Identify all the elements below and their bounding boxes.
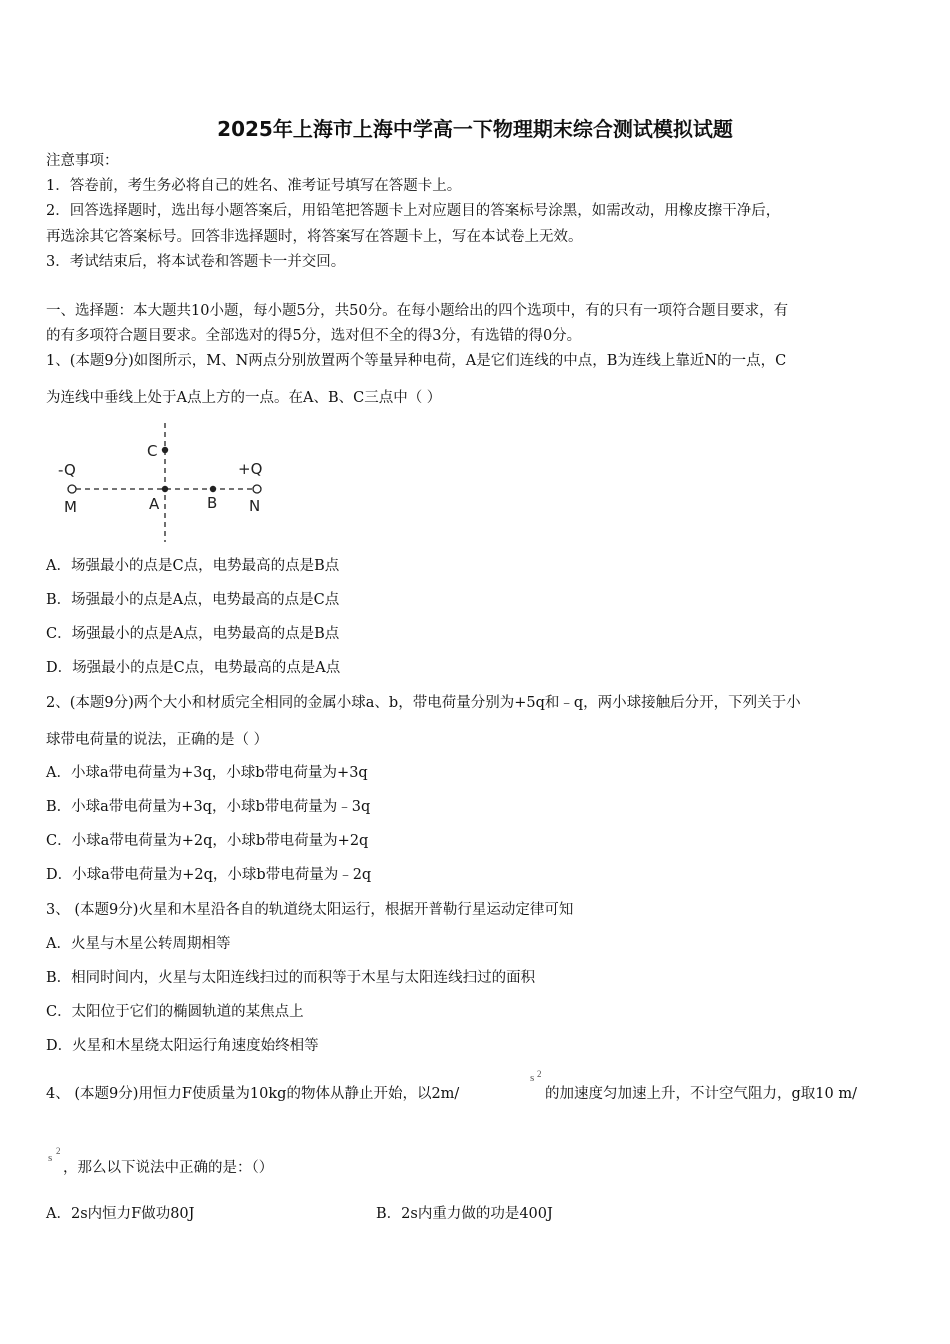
- question-1-text: 为连线中垂线上处于A点上方的一点。在A、B、C三点中（ ）: [46, 390, 442, 406]
- question-2-text: 2、(本题9分)两个大小和材质完全相同的金属小球a、b，带电荷量分别为+5q和﹣q，两小球接触后分开，下列关于小: [46, 695, 801, 711]
- option-b: B．相同时间内，火星与太阳连线扫过的而积等于木星与太阳连线扫过的面积: [46, 970, 536, 986]
- label-m: M: [64, 498, 77, 516]
- option-c: C．场强最小的点是A点，电势最高的点是B点: [46, 626, 340, 642]
- unit-s: s: [530, 1072, 535, 1084]
- option-c: C．小球a带电荷量为+2q，小球b带电荷量为+2q: [46, 833, 369, 849]
- label-c: C: [147, 442, 158, 460]
- notice-item: 再选涂其它答案标号。回答非选择题时，将答案写在答题卡上，写在本试卷上无效。: [46, 229, 583, 245]
- question-1-text: 1、(本题9分)如图所示，M、N两点分别放置两个等量异种电荷，A是它们连线的中点，B为连线上靠近N的一点，C: [46, 353, 787, 369]
- unit-s: s: [48, 1152, 53, 1164]
- option-a: A．火星与木星公转周期相等: [46, 936, 231, 952]
- option-a: A．小球a带电荷量为+3q，小球b带电荷量为+3q: [46, 765, 368, 781]
- question-3-text: 3、 (本题9分)火星和木星沿各自的轨道绕太阳运行，根据开普勒行星运动定律可知: [46, 902, 574, 918]
- notice-item: 1．答卷前，考生务必将自己的姓名、准考证号填写在答题卡上。: [46, 178, 462, 194]
- question-4-text: 的加速度匀加速上升，不计空气阻力，g取10 m/: [545, 1086, 857, 1102]
- unit-exponent: 2: [537, 1069, 542, 1079]
- question-4-text: 4、 (本题9分)用恒力F使质量为10kg的物体从静止开始，以2m/: [46, 1086, 460, 1102]
- section-instructions: 的有多项符合题目要求。全部选对的得5分，选对但不全的得3分，有选错的得0分。: [46, 328, 582, 344]
- notice-item: 3．考试结束后，将本试卷和答题卡一并交回。: [46, 254, 346, 270]
- unit-exponent: 2: [56, 1146, 61, 1156]
- notice-item: 2．回答选择题时，选出每小题答案后，用铅笔把答题卡上对应题目的答案标号涂黑，如需改动，用橡皮擦干净后，: [46, 203, 781, 219]
- point-a: [162, 486, 168, 492]
- question-4-text: ，那么以下说法中正确的是：（）: [63, 1160, 274, 1176]
- option-d: D．火星和木星绕太阳运行角速度始终相等: [46, 1038, 319, 1054]
- label-n: N: [249, 497, 261, 515]
- option-b: B．场强最小的点是A点，电势最高的点是C点: [46, 592, 340, 608]
- option-b: B．小球a带电荷量为+3q，小球b带电荷量为﹣3q: [46, 799, 371, 815]
- option-c: C．太阳位于它们的椭圆轨道的某焦点上: [46, 1004, 304, 1020]
- label-b: B: [207, 494, 218, 512]
- notice-heading: 注意事项：: [46, 153, 119, 169]
- option-a: A．2s内恒力F做功80J: [46, 1206, 195, 1222]
- option-a: A．场强最小的点是C点，电势最高的点是B点: [46, 558, 340, 574]
- label-a: A: [149, 495, 160, 513]
- question-2-text: 球带电荷量的说法，正确的是（ ）: [46, 732, 269, 748]
- point-n: [253, 485, 261, 493]
- point-c: [162, 447, 168, 453]
- charge-diagram: [50, 418, 280, 548]
- option-d: D．场强最小的点是C点，电势最高的点是A点: [46, 660, 341, 676]
- option-b: B．2s内重力做的功是400J: [376, 1206, 553, 1222]
- option-d: D．小球a带电荷量为+2q，小球b带电荷量为﹣2q: [46, 867, 372, 883]
- point-m: [68, 485, 76, 493]
- label-neg-charge: -Q: [58, 461, 76, 479]
- page-title: 2025年上海市上海中学高一下物理期末综合测试模拟试题: [217, 117, 733, 141]
- point-b: [210, 486, 216, 492]
- section-instructions: 一、选择题：本大题共10小题，每小题5分，共50分。在每小题给出的四个选项中，有的只有一项符合题目要求，有: [46, 303, 789, 319]
- label-pos-charge: +Q: [238, 460, 263, 478]
